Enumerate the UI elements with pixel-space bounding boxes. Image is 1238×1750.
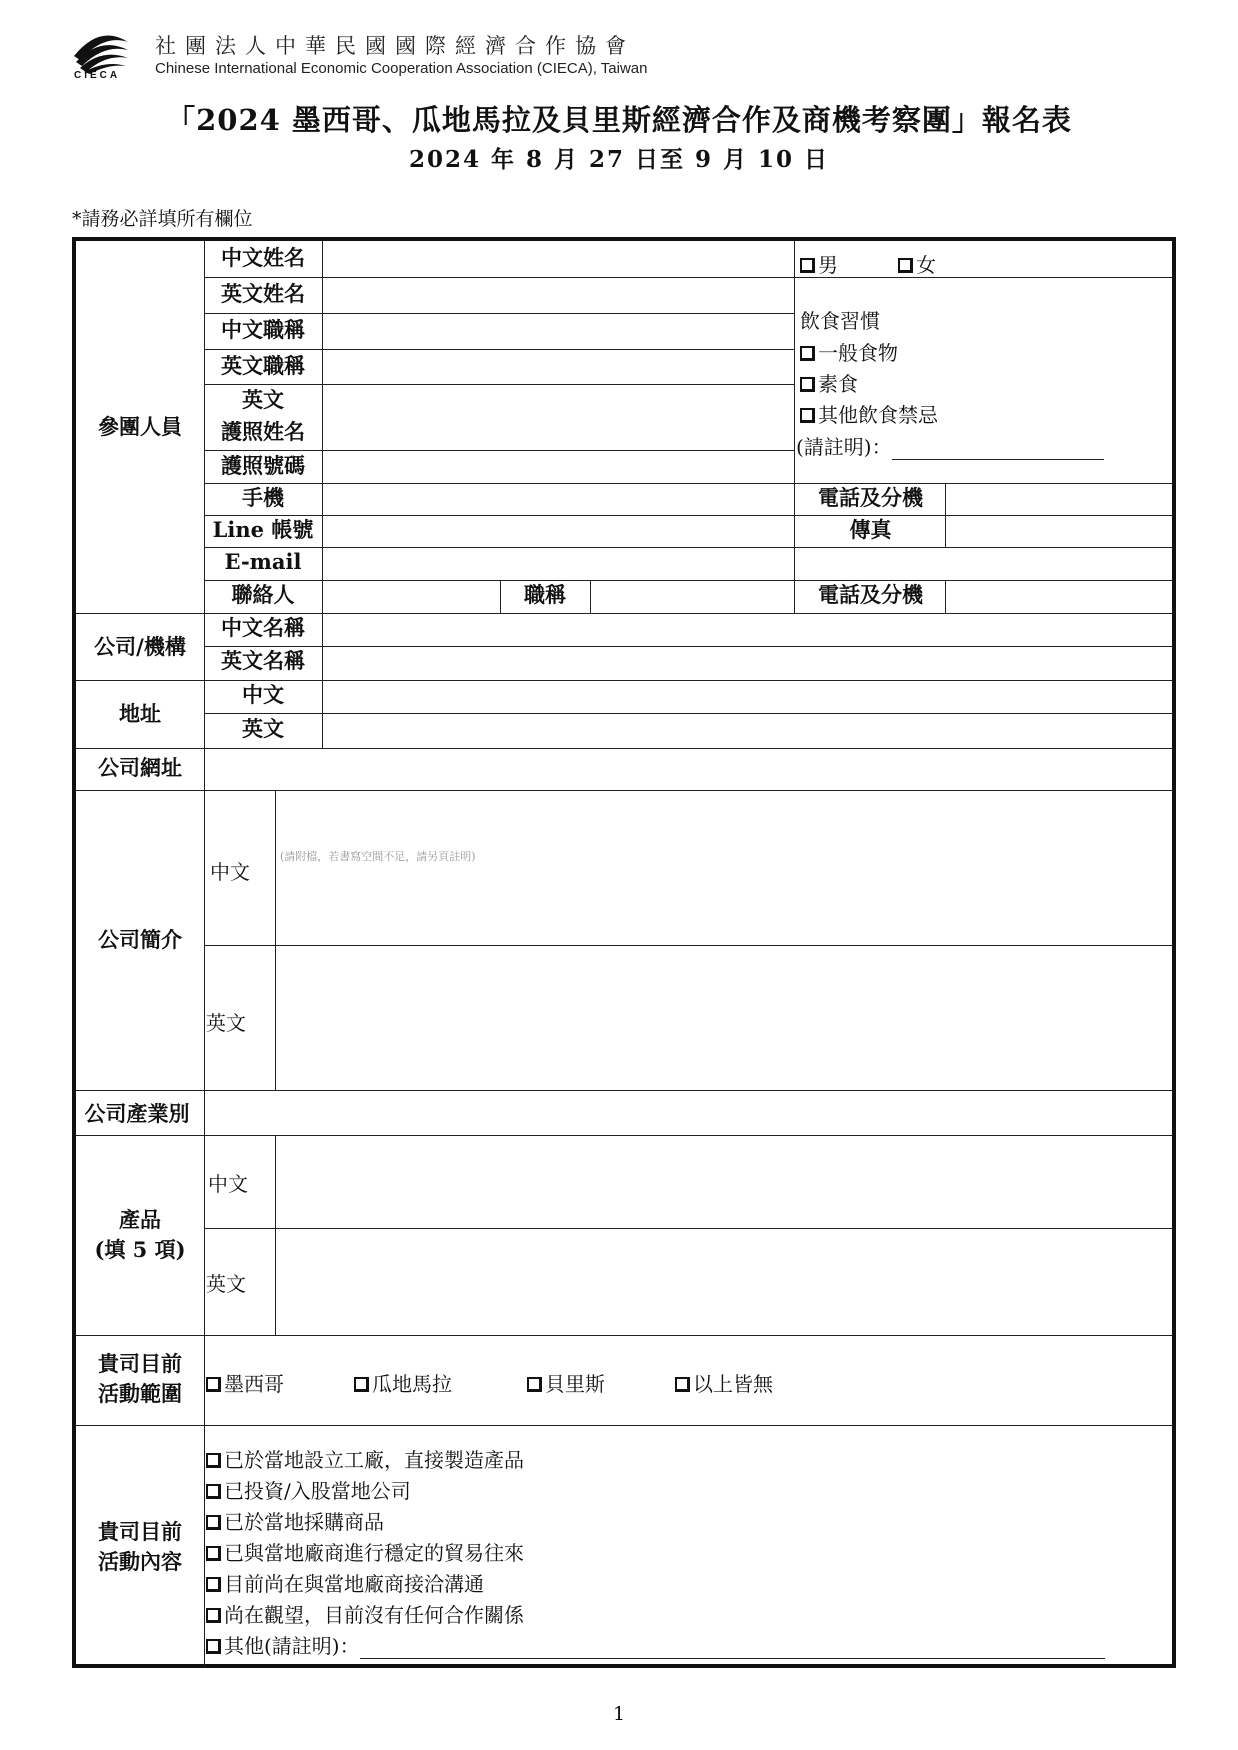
website-label: 公司網址 xyxy=(98,755,182,780)
content-option-purchase[interactable]: 已於當地採購商品 xyxy=(206,1506,384,1535)
diet-specify-line[interactable] xyxy=(892,439,1104,460)
industry-label: 公司產業別 xyxy=(84,1101,190,1126)
label-products-cn: 中文 xyxy=(208,1172,248,1196)
label-line: Line 帳號 xyxy=(212,517,314,542)
diet-specify: (請註明)： xyxy=(796,431,1104,460)
label-passport-name-1: 英文 xyxy=(242,387,284,412)
checkbox-icon[interactable] xyxy=(206,1546,221,1561)
label-company-name-cn: 中文名稱 xyxy=(221,615,305,640)
label-profile-en: 英文 xyxy=(206,1011,246,1035)
scope-option-none[interactable]: 以上皆無 xyxy=(675,1368,773,1397)
checkbox-icon[interactable] xyxy=(206,1515,221,1530)
scope-label-1: 貴司目前 xyxy=(98,1351,182,1376)
checkbox-icon[interactable] xyxy=(675,1377,690,1392)
checkbox-icon[interactable] xyxy=(206,1484,221,1499)
content-option-trade[interactable]: 已與當地廠商進行穩定的貿易往來 xyxy=(206,1537,524,1566)
profile-section-label: 公司簡介 xyxy=(98,927,182,952)
form-title: 「2024 墨西哥、瓜地馬拉及貝里斯經濟合作及商機考察團」報名表 xyxy=(166,103,1072,137)
label-phone-ext: 電話及分機 xyxy=(818,485,923,510)
label-name-en: 英文姓名 xyxy=(221,281,305,306)
content-other-line[interactable] xyxy=(360,1638,1105,1659)
gender-male-option[interactable]: 男 xyxy=(800,249,838,278)
checkbox-icon[interactable] xyxy=(527,1377,542,1392)
diet-label: 飲食習慣 xyxy=(800,309,880,333)
label-fax: 傳真 xyxy=(849,517,892,542)
label-name-cn: 中文姓名 xyxy=(221,245,305,270)
scope-option-guatemala[interactable]: 瓜地馬拉 xyxy=(354,1368,452,1397)
address-section-label: 地址 xyxy=(119,701,161,726)
profile-hint: (請附檔，若書寫空間不足，請另頁註明) xyxy=(280,850,476,863)
content-option-other[interactable]: 其他(請註明)： xyxy=(206,1630,1105,1659)
checkbox-icon[interactable] xyxy=(800,377,815,392)
checkbox-icon[interactable] xyxy=(898,258,913,273)
products-label: 產品 xyxy=(119,1207,161,1232)
org-name-cn: 社團法人中華民國國際經濟合作協會 xyxy=(155,34,635,58)
checkbox-icon[interactable] xyxy=(800,258,815,273)
label-passport-name-2: 護照姓名 xyxy=(221,419,305,444)
label-company-name-en: 英文名稱 xyxy=(221,648,305,673)
label-contact-title: 職稱 xyxy=(524,582,566,607)
company-section-label: 公司/機構 xyxy=(94,634,186,659)
participant-section-label: 參團人員 xyxy=(98,414,182,439)
checkbox-icon[interactable] xyxy=(206,1639,221,1654)
content-option-invested[interactable]: 已投資/入股當地公司 xyxy=(206,1475,411,1504)
content-label-1: 貴司目前 xyxy=(98,1519,182,1544)
label-passport-no: 護照號碼 xyxy=(221,453,305,478)
checkbox-icon[interactable] xyxy=(206,1577,221,1592)
form-dates: 2024 年 8 月 27 日至 9 月 10 日 xyxy=(408,146,830,173)
label-email: E-mail xyxy=(224,549,302,574)
content-option-negotiating[interactable]: 目前尚在與當地廠商接洽溝通 xyxy=(206,1568,484,1597)
checkbox-icon[interactable] xyxy=(800,346,815,361)
checkbox-icon[interactable] xyxy=(800,408,815,423)
content-label-2: 活動內容 xyxy=(98,1549,182,1574)
label-address-cn: 中文 xyxy=(242,682,284,707)
scope-label-2: 活動範圍 xyxy=(98,1381,182,1406)
label-products-en: 英文 xyxy=(206,1272,246,1296)
label-contact: 聯絡人 xyxy=(231,582,295,607)
content-option-factory[interactable]: 已於當地設立工廠，直接製造產品 xyxy=(206,1444,524,1473)
scope-option-mexico[interactable]: 墨西哥 xyxy=(206,1368,284,1397)
checkbox-icon[interactable] xyxy=(206,1608,221,1623)
label-title-en: 英文職稱 xyxy=(221,353,305,378)
page-number: 1 xyxy=(612,1703,626,1725)
logo-text: CIECA xyxy=(74,70,121,81)
diet-vegetarian-option[interactable]: 素食 xyxy=(800,368,858,397)
gender-female-option[interactable]: 女 xyxy=(898,249,936,278)
products-count-label: (填 5 項) xyxy=(94,1237,186,1262)
label-title-cn: 中文職稱 xyxy=(221,317,305,342)
diet-general-option[interactable]: 一般食物 xyxy=(800,337,898,366)
label-contact-phone-ext: 電話及分機 xyxy=(818,582,923,607)
label-mobile: 手機 xyxy=(242,485,284,510)
content-option-observing[interactable]: 尚在觀望，目前沒有任何合作關係 xyxy=(206,1599,524,1628)
checkbox-icon[interactable] xyxy=(206,1453,221,1468)
scope-option-belize[interactable]: 貝里斯 xyxy=(527,1368,605,1397)
required-note: *請務必詳填所有欄位 xyxy=(72,208,253,230)
org-name-en: Chinese International Economic Cooperation Association (CIECA), Taiwan xyxy=(155,60,648,77)
checkbox-icon[interactable] xyxy=(354,1377,369,1392)
diet-other-option[interactable]: 其他飲食禁忌 xyxy=(800,399,938,428)
checkbox-icon[interactable] xyxy=(206,1377,221,1392)
label-profile-cn: 中文 xyxy=(210,860,250,884)
label-address-en: 英文 xyxy=(242,716,284,741)
